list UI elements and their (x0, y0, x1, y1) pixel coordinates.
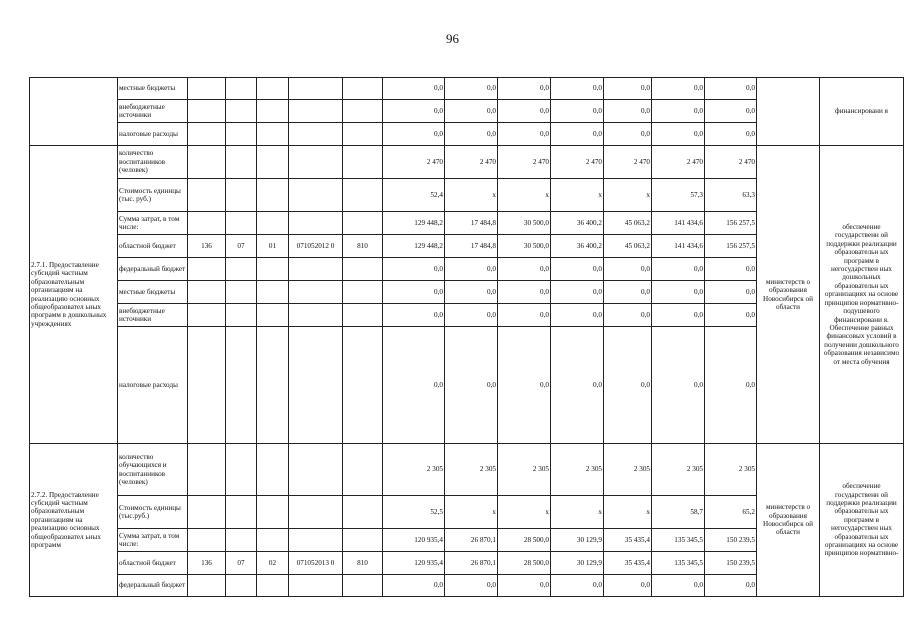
value-cell: х (445, 179, 498, 212)
result-2-7-2: обеспечение государственн ой поддержки реализации образовательн ых программ в негосударствен ных образовательн ых организациях на основе принципов нормативно- (820, 444, 904, 597)
value-cell: 0,0 (604, 327, 652, 444)
result-2-7-1: обеспечение государственн ой поддержки реализации образовательн ых программ в негосударствен ных дошкольных образовательн ых организациях на основе принципов нормативно- подушевого финансировани я. Обеспечение равных финансовых условий в получении дошкольного образования независимо от места обучения (820, 146, 904, 444)
executor-2-7-1: министерств о образования Новосибирск ой области (757, 146, 820, 444)
executor-cell (757, 78, 820, 146)
vr-cell: 810 (343, 552, 383, 575)
value-cell: 129 448,2 (383, 212, 445, 235)
value-cell: 2 470 (498, 146, 551, 179)
value-cell: 0,0 (498, 327, 551, 444)
result-cell: финансировани я (820, 78, 904, 146)
value-cell: 120 935,4 (383, 552, 445, 575)
value-cell: 0,0 (551, 304, 604, 327)
csr-cell: 071052013 0 (289, 552, 343, 575)
table-row (30, 146, 904, 179)
page-number: 96 (446, 31, 459, 46)
value-cell: 57,3 (652, 179, 705, 212)
value-cell: 0,0 (705, 575, 757, 597)
value-cell: 26 870,1 (445, 529, 498, 552)
value-cell: 0,0 (705, 258, 757, 281)
value-cell: 0,0 (445, 258, 498, 281)
value-cell: 0,0 (604, 575, 652, 597)
value-cell: 0,0 (498, 304, 551, 327)
value-cell: 0,0 (445, 575, 498, 597)
value-cell: 156 257,5 (705, 235, 757, 258)
indicator-cell: Сумма затрат, в том числе: (118, 212, 188, 235)
value-cell: 150 239,5 (705, 552, 757, 575)
value-cell: 0,0 (445, 123, 498, 146)
value-cell: 2 470 (445, 146, 498, 179)
value-cell: 0,0 (383, 304, 445, 327)
value-cell: х (445, 496, 498, 529)
value-cell: 2 305 (498, 444, 551, 496)
indicator-cell: местные бюджеты (118, 78, 188, 100)
value-cell: 0,0 (604, 281, 652, 304)
executor-2-7-2: министерств о образования Новосибирск ой области (757, 444, 820, 597)
pr-cell: 01 (257, 235, 289, 258)
value-cell: 52,4 (383, 179, 445, 212)
value-cell: 0,0 (604, 123, 652, 146)
table-row (30, 78, 904, 100)
indicator-cell: Стоимость единицы (тыс. руб.) (118, 179, 188, 212)
value-cell: 141 434,6 (652, 235, 705, 258)
grbs-cell: 136 (188, 235, 226, 258)
value-cell: 2 470 (604, 146, 652, 179)
value-cell: 17 484,8 (445, 212, 498, 235)
value-cell: 0,0 (551, 123, 604, 146)
indicator-cell: внебюджетные источники (118, 100, 188, 123)
value-cell: 26 870,1 (445, 552, 498, 575)
value-cell: 0,0 (445, 78, 498, 100)
value-cell: 0,0 (705, 304, 757, 327)
grbs-cell: 136 (188, 552, 226, 575)
value-cell: 35 435,4 (604, 529, 652, 552)
value-cell: 2 470 (705, 146, 757, 179)
value-cell: х (604, 179, 652, 212)
value-cell: 0,0 (652, 304, 705, 327)
value-cell: 0,0 (383, 258, 445, 281)
value-cell: 0,0 (445, 304, 498, 327)
value-cell: 129 448,2 (383, 235, 445, 258)
value-cell: 30 500,0 (498, 235, 551, 258)
pr-cell: 02 (257, 552, 289, 575)
value-cell: 0,0 (652, 100, 705, 123)
value-cell: 0,0 (705, 100, 757, 123)
value-cell: х (551, 179, 604, 212)
indicator-cell: областной бюджет (118, 235, 188, 258)
value-cell: 0,0 (551, 100, 604, 123)
value-cell: 0,0 (652, 575, 705, 597)
value-cell: 2 470 (551, 146, 604, 179)
value-cell: 0,0 (498, 123, 551, 146)
value-cell: 0,0 (551, 327, 604, 444)
value-cell: 63,3 (705, 179, 757, 212)
value-cell: 0,0 (652, 123, 705, 146)
value-cell: 30 129,9 (551, 529, 604, 552)
value-cell: 0,0 (383, 575, 445, 597)
value-cell: 35 435,4 (604, 552, 652, 575)
value-cell: 0,0 (498, 100, 551, 123)
indicator-cell: местные бюджеты (118, 281, 188, 304)
value-cell: 2 305 (652, 444, 705, 496)
name-cell (30, 78, 118, 146)
value-cell: 0,0 (383, 123, 445, 146)
indicator-cell: федеральный бюджет (118, 258, 188, 281)
value-cell: 0,0 (445, 281, 498, 304)
value-cell: 0,0 (652, 258, 705, 281)
value-cell: 0,0 (498, 78, 551, 100)
value-cell: 2 470 (652, 146, 705, 179)
value-cell: 30 500,0 (498, 212, 551, 235)
value-cell: 2 305 (551, 444, 604, 496)
value-cell: 36 400,2 (551, 235, 604, 258)
value-cell: 0,0 (383, 327, 445, 444)
csr-cell: 071052012 0 (289, 235, 343, 258)
value-cell: 0,0 (652, 327, 705, 444)
value-cell: 0,0 (604, 304, 652, 327)
value-cell: 36 400,2 (551, 212, 604, 235)
value-cell: 0,0 (705, 123, 757, 146)
table-row (30, 444, 904, 496)
value-cell: 0,0 (604, 100, 652, 123)
value-cell: 2 305 (604, 444, 652, 496)
value-cell: 0,0 (705, 78, 757, 100)
value-cell: 0,0 (551, 575, 604, 597)
indicator-cell: количество воспитанников (человек) (118, 146, 188, 179)
value-cell: 65,2 (705, 496, 757, 529)
value-cell: 17 484,8 (445, 235, 498, 258)
value-cell: 2 305 (705, 444, 757, 496)
value-cell: 28 500,0 (498, 552, 551, 575)
value-cell: 135 345,5 (652, 529, 705, 552)
value-cell: 0,0 (551, 281, 604, 304)
value-cell: 0,0 (498, 281, 551, 304)
value-cell: 0,0 (383, 100, 445, 123)
vr-cell: 810 (343, 235, 383, 258)
value-cell: 0,0 (705, 327, 757, 444)
value-cell: х (604, 496, 652, 529)
value-cell: 135 345,5 (652, 552, 705, 575)
indicator-cell: налоговые расходы (118, 327, 188, 444)
value-cell: 0,0 (498, 575, 551, 597)
indicator-cell: федеральный бюджет (118, 575, 188, 597)
value-cell: 0,0 (652, 78, 705, 100)
value-cell: 30 129,9 (551, 552, 604, 575)
value-cell: 0,0 (705, 281, 757, 304)
value-cell: 0,0 (551, 78, 604, 100)
measure-name-2-7-2: 2.7.2. Предоставление субсидий частным образовательным организациям на реализацию основных общеобразовател ьных программ (30, 444, 118, 597)
indicator-cell: количество обучающихся и воспитанников (человек) (118, 444, 188, 496)
value-cell: 58,7 (652, 496, 705, 529)
value-cell: х (498, 496, 551, 529)
program-table (29, 77, 904, 597)
rz-cell: 07 (226, 552, 257, 575)
indicator-cell: Сумма затрат, в том числе: (118, 529, 188, 552)
rz-cell: 07 (226, 235, 257, 258)
value-cell: 150 239,5 (705, 529, 757, 552)
value-cell: 0,0 (604, 258, 652, 281)
indicator-cell: Стоимость единицы (тыс.руб.) (118, 496, 188, 529)
value-cell: 52,5 (383, 496, 445, 529)
value-cell: 0,0 (445, 327, 498, 444)
value-cell: 141 434,6 (652, 212, 705, 235)
value-cell: 0,0 (604, 78, 652, 100)
value-cell: 0,0 (498, 258, 551, 281)
value-cell: 2 305 (383, 444, 445, 496)
value-cell: 0,0 (652, 281, 705, 304)
value-cell: 0,0 (383, 281, 445, 304)
value-cell: 45 063,2 (604, 235, 652, 258)
indicator-cell: налоговые расходы (118, 123, 188, 146)
indicator-cell: внебюджетные источники (118, 304, 188, 327)
value-cell: 2 470 (383, 146, 445, 179)
value-cell: х (498, 179, 551, 212)
value-cell: 45 063,2 (604, 212, 652, 235)
value-cell: 0,0 (445, 100, 498, 123)
measure-name-2-7-1: 2.7.1. Предоставление субсидий частным образовательным организациям на реализацию основных общеобразовател ьных программ в дошкольных учреждениях (30, 146, 118, 444)
value-cell: 120 935,4 (383, 529, 445, 552)
value-cell: 156 257,5 (705, 212, 757, 235)
value-cell: 2 305 (445, 444, 498, 496)
value-cell: 0,0 (383, 78, 445, 100)
value-cell: х (551, 496, 604, 529)
value-cell: 28 500,0 (498, 529, 551, 552)
indicator-cell: областной бюджет (118, 552, 188, 575)
value-cell: 0,0 (551, 258, 604, 281)
